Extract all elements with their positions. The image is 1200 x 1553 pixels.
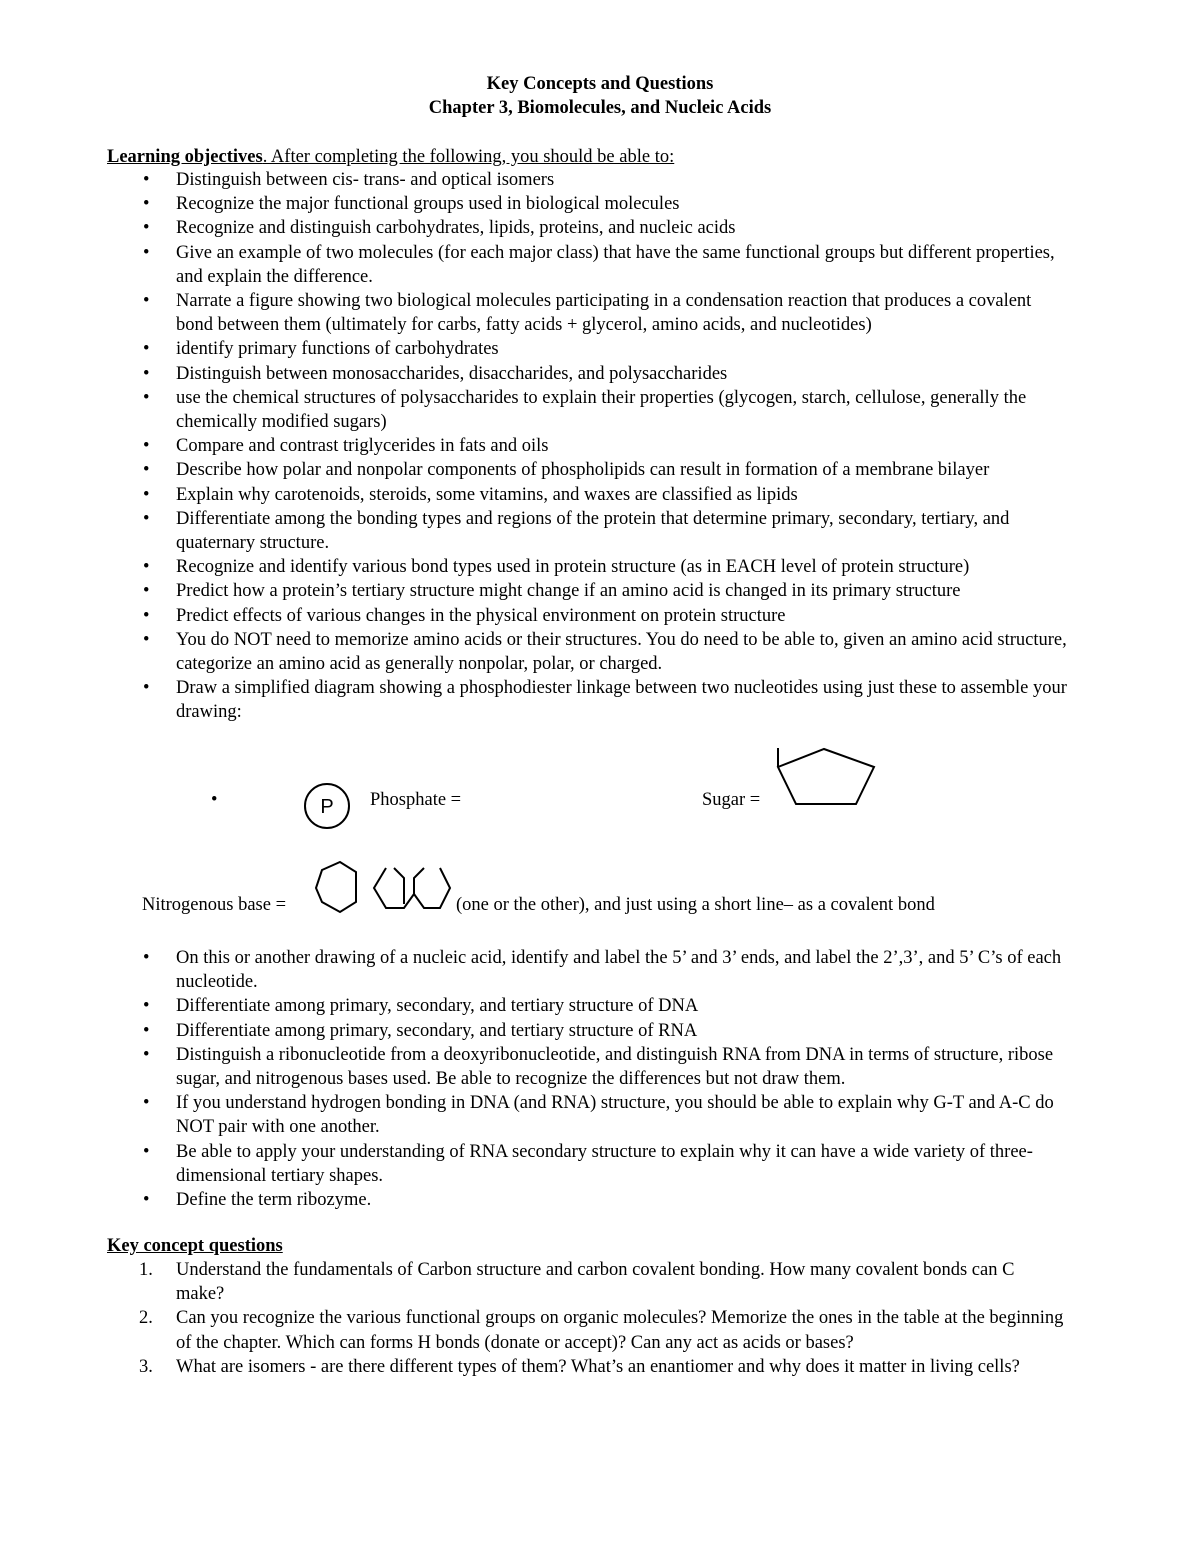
- question-item: [107, 1258, 1067, 1306]
- phosphate-label: Phosphate =: [370, 790, 462, 810]
- sugar-label: Sugar =: [702, 790, 761, 810]
- questions-list: [107, 1258, 1067, 1379]
- diagram-bullet: •: [211, 790, 218, 810]
- objective-item: • identify primary functions of carbohydrates: [107, 337, 1067, 361]
- objective-item: • Define the term ribozyme.: [107, 1188, 1067, 1212]
- objective-item: • Explain why carotenoids, steroids, some vitamins, and waxes are classified as lipids: [107, 483, 1067, 507]
- question-item: [107, 1306, 1067, 1354]
- objective-item: • Differentiate among the bonding types and regions of the protein that determine primary, secondary, tertiary, and quaternary structure.: [107, 507, 1067, 555]
- document-title: Key Concepts and Questions: [486, 74, 714, 94]
- sugar-pentagon-icon: [778, 749, 874, 804]
- objective-item: • use the chemical structures of polysaccharides to explain their properties (glycogen, starch, cellulose, generally the chemically modified sugars): [107, 386, 1067, 434]
- objective-item: • Distinguish between cis- trans- and optical isomers: [107, 168, 1067, 192]
- question-item: [107, 1355, 1067, 1379]
- objective-item: • Recognize and distinguish carbohydrates, lipids, proteins, and nucleic acids: [107, 216, 1067, 240]
- objectives-intro: . After completing the following, you should be able to:: [262, 147, 675, 167]
- objective-item: • You do NOT need to memorize amino acids or their structures. You do need to be able to, given an amino acid structure, categorize an amino acid as generally nonpolar, polar, or charged.: [107, 628, 1067, 676]
- objective-item: • On this or another drawing of a nucleic acid, identify and label the 5’ and 3’ ends, and label the 2’,3’, and 5’ C’s of each nucleotide.: [107, 946, 1067, 994]
- objective-item: • Describe how polar and nonpolar components of phospholipids can result in formation of a membrane bilayer: [107, 458, 1067, 482]
- objective-item: • Compare and contrast triglycerides in fats and oils: [107, 434, 1067, 458]
- objective-item: • Predict effects of various changes in the physical environment on protein structure: [107, 604, 1067, 628]
- objectives-list-continued: [107, 946, 1067, 1212]
- questions-heading: Key concept questions: [107, 1236, 283, 1256]
- objectives-heading: Learning objectives: [107, 147, 263, 167]
- document-subtitle: Chapter 3, Biomolecules, and Nucleic Acids: [428, 98, 772, 118]
- purine-double-ring-icon: [374, 868, 450, 908]
- question-text: What are isomers - are there different types of them? What’s an enantiomer and why does it matter in living cells?: [176, 1356, 1020, 1377]
- base-note: (one or the other), and just using a short line– as a covalent bond: [456, 895, 935, 915]
- question-number: 3.: [139, 1356, 153, 1377]
- objective-item: • Give an example of two molecules (for each major class) that have the same functional groups but different properties, and explain the difference.: [107, 241, 1067, 289]
- objective-item: • Differentiate among primary, secondary, and tertiary structure of RNA: [107, 1019, 1067, 1043]
- objective-item: • Distinguish a ribonucleotide from a deoxyribonucleotide, and distinguish RNA from DNA in terms of structure, ribose sugar, and nitrogenous bases used. Be able to recognize the differences but not draw them.: [107, 1043, 1067, 1091]
- objective-item: • Draw a simplified diagram showing a phosphodiester linkage between two nucleotides using just these to assemble your drawing:: [107, 676, 1067, 724]
- question-number: 2.: [139, 1308, 153, 1329]
- question-number: 1.: [139, 1260, 153, 1280]
- objective-item: • If you understand hydrogen bonding in DNA (and RNA) structure, you should be able to explain why G-T and A-C do NOT pair with one another.: [107, 1091, 1067, 1139]
- objectives-list: [107, 168, 1067, 725]
- objective-item: • Distinguish between monosaccharides, disaccharides, and polysaccharides: [107, 362, 1067, 386]
- objective-item: • Recognize the major functional groups used in biological molecules: [107, 192, 1067, 216]
- phosphate-icon: [305, 784, 349, 828]
- phosphate-symbol: P: [320, 796, 334, 818]
- question-text: Understand the fundamentals of Carbon structure and carbon covalent bonding. How many covalent bonds can C make?: [176, 1260, 1015, 1305]
- objective-item: • Predict how a protein’s tertiary structure might change if an amino acid is changed in its primary structure: [107, 579, 1067, 603]
- question-text: Can you recognize the various functional groups on organic molecules? Memorize the ones in the table at the beginning of the chapter. Which can forms H bonds (donate or accept)? Can any act as acids or bases?: [176, 1308, 1064, 1353]
- objective-item: • Be able to apply your understanding of RNA secondary structure to explain why it can have a wide variety of three-dimensional tertiary shapes.: [107, 1140, 1067, 1188]
- nitrogenous-base-label: Nitrogenous base =: [142, 895, 287, 915]
- objective-item: • Recognize and identify various bond types used in protein structure (as in EACH level of protein structure): [107, 555, 1067, 579]
- objectives-heading-line: [107, 145, 674, 169]
- objective-item: • Differentiate among primary, secondary, and tertiary structure of DNA: [107, 994, 1067, 1018]
- objective-item: • Narrate a figure showing two biological molecules participating in a condensation reaction that produces a covalent bond between them (ultimately for carbs, fatty acids + glycerol, amino acids, and nucleotides): [107, 289, 1067, 337]
- pyrimidine-hexagon-icon: [316, 862, 356, 912]
